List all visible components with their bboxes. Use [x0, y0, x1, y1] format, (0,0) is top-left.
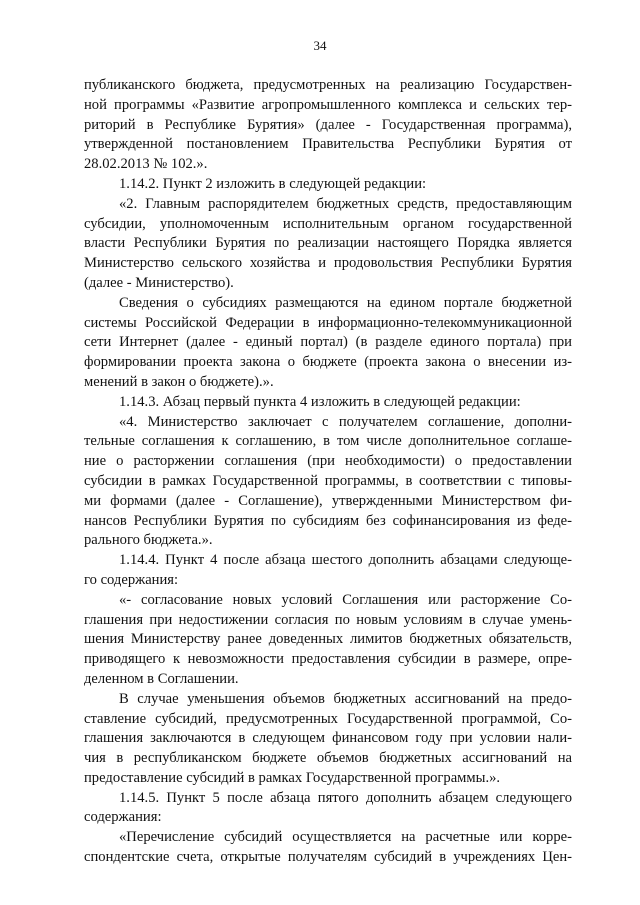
text-line: шения Министерству ранее доведенных лимитов бюджетных обязательств,: [84, 631, 572, 648]
text-line: 28.02.2013 № 102.».: [84, 156, 208, 173]
text-line: субсидии в рамках Государственной программы, в соответствии с типовы-: [84, 472, 572, 489]
text-line: деленном в Соглашении.: [84, 670, 239, 687]
text-line: глашения при недостижении согласия по новым условиям в случае умень-: [84, 611, 572, 628]
text-line: содержания:: [84, 809, 162, 826]
text-line: «2. Главным распорядителем бюджетных средств, предоставляющим: [119, 195, 572, 212]
text-line: предоставление субсидий в рамках Государственной программы.».: [84, 769, 501, 786]
text-line: 1.14.4. Пункт 4 после абзаца шестого дополнить абзацами следующе-: [119, 552, 572, 569]
text-line: «4. Министерство заключает с получателем соглашение, дополни-: [119, 413, 572, 430]
text-line: В случае уменьшения объемов бюджетных ассигнований на предо-: [119, 690, 572, 707]
text-line: Сведения о субсидиях размещаются на едином портале бюджетной: [119, 294, 572, 311]
text-line: 1.14.5. Пункт 5 после абзаца пятого дополнить абзацем следующего: [119, 789, 572, 806]
text-line: глашения заключаются в следующем финансовом году при условии нали-: [84, 730, 572, 747]
text-line: сети Интернет (далее - единый портал) (в разделе единого портала) при: [84, 334, 572, 351]
text-line: ние о расторжении соглашения (при необходимости) о предоставлении: [84, 453, 572, 470]
text-line: нансов Республики Бурятия по субсидиям без софинансирования из феде-: [84, 512, 572, 529]
text-line: го содержания:: [84, 571, 179, 588]
text-line: утвержденной постановлением Правительства Республики Бурятия от: [84, 136, 572, 153]
text-line: (далее - Министерство).: [84, 274, 234, 291]
text-line: приводящего к невозможности предоставления субсидии в размере, опре-: [84, 651, 572, 668]
text-line: Министерство сельского хозяйства и продовольствия Республики Бурятия: [84, 255, 572, 272]
page-number: 34: [313, 38, 327, 53]
text-line: формировании проекта закона о бюджете (проекта закона о внесении из-: [84, 354, 572, 371]
text-line: системы Российской Федерации в информационно-телекоммуникационной: [84, 314, 572, 331]
text-line: субсидии, уполномоченным исполнительным органом государственной: [84, 215, 572, 232]
text-line: публиканского бюджета, предусмотренных на реализацию Государствен-: [84, 77, 572, 93]
text-line: власти Республики Бурятия по реализации настоящего Порядка является: [84, 235, 572, 252]
text-line: ми формами (далее - Соглашение), утвержденными Министерством фи-: [84, 492, 572, 509]
text-line: 1.14.3. Абзац первый пункта 4 изложить в следующей редакции:: [119, 393, 521, 410]
text-line: «Перечисление субсидий осуществляется на расчетные или корре-: [119, 829, 572, 846]
text-line: «- согласование новых условий Соглашения или расторжение Со-: [119, 591, 572, 608]
text-line: спондентские счета, открытые получателям субсидий в учреждениях Цен-: [84, 849, 572, 866]
text-line: менений в закон о бюджете).».: [84, 373, 274, 390]
text-line: ставление субсидий, предусмотренных Государственной программой, Со-: [84, 710, 572, 727]
text-line: ной программы «Развитие агропромышленного комплекса и сельских тер-: [84, 96, 572, 113]
text-line: 1.14.2. Пункт 2 изложить в следующей редакции:: [119, 175, 427, 192]
document-body: [84, 76, 572, 868]
text-line: риторий в Республике Бурятия» (далее - Государственная программа),: [84, 116, 572, 133]
text-line: рального бюджета.».: [84, 532, 213, 549]
text-line: тельные соглашения к соглашению, в том числе дополнительное соглаше-: [84, 433, 572, 450]
text-line: чия в республиканском бюджете объемов бюджетных ассигнований на: [84, 750, 572, 767]
